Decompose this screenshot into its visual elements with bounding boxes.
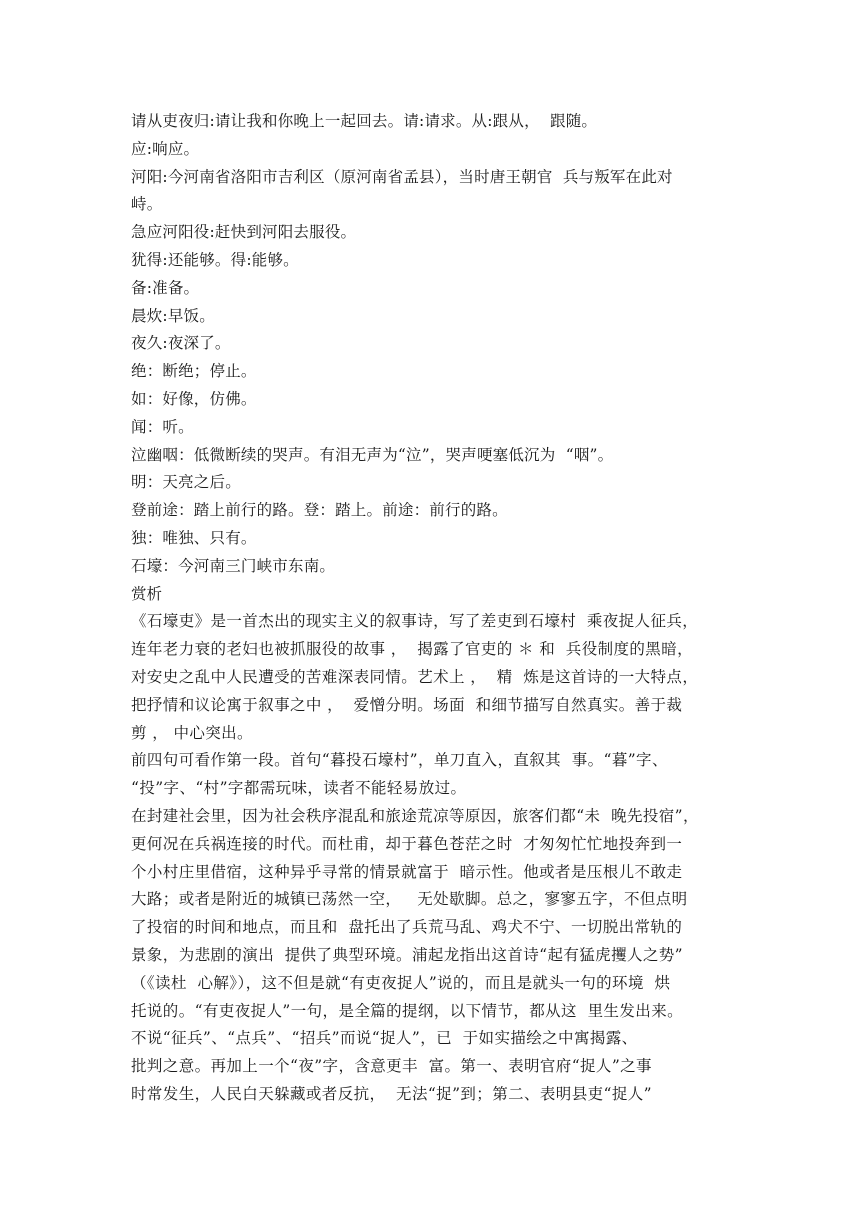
paragraph-line: 景象，为悲剧的演出 提供了典型环境。浦起龙指出这首诗“起有猛虎攫人之势”: [131, 945, 684, 964]
note-line: 明：天亮之后。: [131, 473, 241, 492]
note-line: 应:响应。: [131, 139, 200, 158]
paragraph-line: 时常发生，人民白天躲藏或者反抗， 无法“捉”到；第二、表明县吏“捉人”: [131, 1084, 652, 1103]
paragraph-line: 了投宿的时间和地点，而且和 盘托出了兵荒马乱、鸡犬不宁、一切脱出常轨的: [131, 918, 683, 937]
note-line: 河阳:今河南省洛阳市吉利区（原河南省孟县），当时唐王朝官 兵与叛军在此对: [131, 167, 673, 186]
paragraph-line: 剪 ， 中心突出。: [131, 723, 253, 742]
note-line: 峙。: [131, 195, 163, 214]
paragraph-3: [131, 803, 741, 1109]
note-line: 泣幽咽：低微断续的哭声。有泪无声为“泣”，哭声哽塞低沉为 “咽”。: [131, 445, 614, 464]
paragraph-line: 对安史之乱中人民遭受的苦难深表同情。艺术上 ， 精 炼是这首诗的一大特点，: [131, 667, 699, 686]
note-line: 石壕：今河南三门峡市东南。: [131, 556, 336, 575]
paragraph-line: （《读杜 心解》），这不但是就“有吏夜捉人”说的，而且是就头一句的环境 烘: [131, 973, 671, 992]
paragraph-line: 在封建社会里，因为社会秩序混乱和旅途荒凉等原因，旅客们都“未 晚先投宿”，: [131, 806, 699, 825]
note-line: 犹得:还能够。得:能够。: [131, 250, 299, 269]
paragraph-line: 个小村庄里借宿，这种异乎寻常的情景就富于 暗示性。他或者是压根儿不敢走: [131, 862, 683, 881]
note-line: 备:准备。: [131, 278, 200, 297]
note-line: 登前途：踏上前行的路。登：踏上。前途：前行的路。: [131, 501, 508, 520]
paragraph-line: 不说“征兵”、“点兵”、“招兵”而说“捉人”，已 于如实描绘之中寓揭露、: [131, 1029, 638, 1048]
note-line: 请从吏夜归:请让我和你晚上一起回去。请:请求。从:跟从， 跟随。: [131, 112, 598, 130]
note-line: 绝：断绝；停止。: [131, 362, 257, 381]
paragraph-line: “投”字、“村”字都需玩味，读者不能轻易放过。: [131, 779, 467, 798]
paragraph-line: 把抒情和议论寓于叙事之中 ， 爱憎分明。场面 和细节描写自然真实。善于裁: [131, 695, 683, 714]
document-body: [131, 108, 741, 1109]
note-line: 晨炊:早饭。: [131, 306, 215, 325]
notes-list: [131, 108, 741, 581]
paragraph-2: [131, 747, 741, 803]
paragraph-line: 更何况在兵祸连接的时代。而杜甫，却于暮色苍茫之时 才匆匆忙忙地投奔到一: [131, 834, 683, 853]
note-line: 夜久:夜深了。: [131, 334, 231, 353]
paragraph-line: 托说的。“有吏夜捉人”一句，是全篇的提纲，以下情节，都从这 里生发出来。: [131, 1001, 684, 1020]
paragraph-1: [131, 608, 741, 747]
paragraph-line: 前四句可看作第一段。首句“暮投石壕村”，单刀直入，直叙其 事。“暮”字、: [131, 751, 668, 770]
paragraph-line: 《石壕吏》是一首杰出的现实主义的叙事诗，写了差吏到石壕村 乘夜捉人征兵，: [131, 612, 699, 631]
note-line: 如：好像，仿佛。: [131, 389, 257, 408]
section-title: 赏析: [131, 584, 163, 603]
paragraph-line: 批判之意。再加上一个“夜”字，含意更丰 富。第一、表明官府“捉人”之事: [131, 1057, 652, 1076]
paragraph-line: 连年老力衰的老妇也被抓服役的故事 ， 揭露了官吏的 ＊ 和 兵役制度的黑暗，: [131, 640, 693, 659]
note-line: 急应河阳役:赶快到河阳去服役。: [131, 223, 357, 242]
note-line: 独：唯独、只有。: [131, 528, 257, 547]
note-line: 闻：听。: [131, 417, 194, 436]
paragraph-line: 大路；或者是附近的城镇已荡然一空， 无处歇脚。总之，寥寥五字，不但点明: [131, 890, 688, 909]
